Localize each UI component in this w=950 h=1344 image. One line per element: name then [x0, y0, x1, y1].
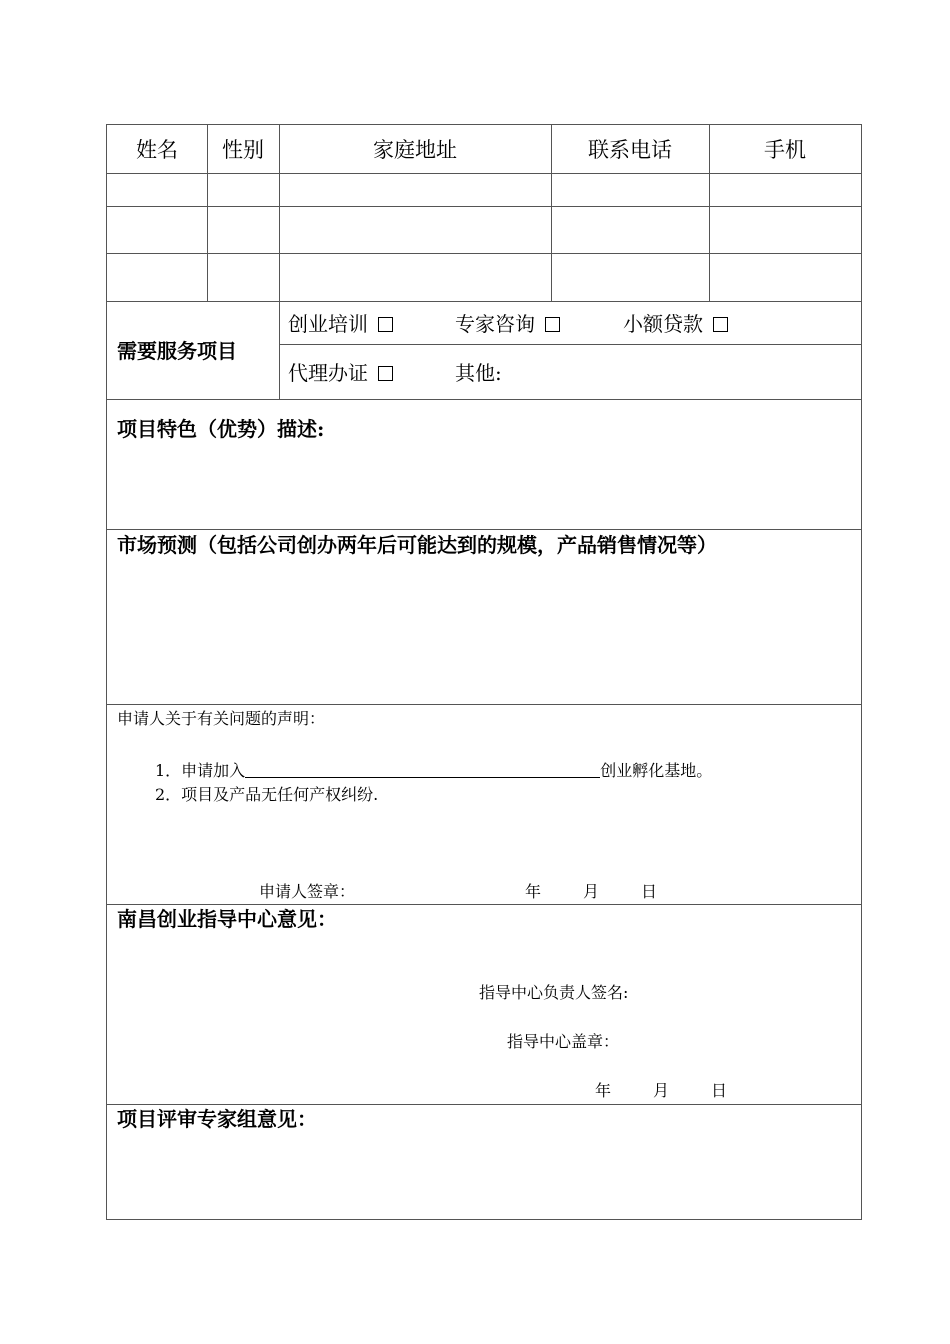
service-option-label: 创业培训 [288, 312, 368, 336]
row-divider [107, 1104, 861, 1105]
header-phone: 联系电话 [588, 138, 672, 162]
center-day: 日 [711, 1081, 728, 1100]
service-option-training[interactable] [288, 314, 393, 334]
application-form-table [106, 124, 862, 1220]
center-opinion-title: 南昌创业指导中心意见： [117, 907, 337, 931]
row-divider [107, 704, 861, 705]
row-divider [107, 301, 861, 302]
service-option-label: 代理办证 [288, 361, 368, 385]
header-name: 姓名 [136, 138, 178, 162]
row-divider [107, 206, 861, 207]
header-mobile: 手机 [764, 138, 806, 162]
service-option-other: 其他: [455, 361, 502, 385]
center-seal-label: 指导中心盖章： [507, 1032, 620, 1051]
service-option-label: 专家咨询 [455, 312, 535, 336]
declaration-month: 月 [583, 882, 600, 901]
row-divider [107, 904, 861, 905]
row-divider [107, 173, 861, 174]
declaration-title: 申请人关于有关问题的声明： [117, 709, 326, 728]
declaration-year: 年 [525, 882, 542, 901]
center-leader-signature-label: 指导中心负责人签名: [479, 983, 629, 1002]
declaration-item-2: 2．项目及产品无任何产权纠纷. [155, 785, 379, 804]
declaration-day: 日 [641, 882, 658, 901]
column-divider [279, 125, 280, 399]
service-option-loan[interactable] [623, 314, 728, 334]
project-features-label: 项目特色（优势）描述: [117, 417, 325, 441]
checkbox[interactable] [378, 366, 393, 381]
service-option-license[interactable] [288, 363, 393, 383]
row-divider [107, 529, 861, 530]
applicant-signature-label: 申请人签章： [259, 882, 356, 901]
service-option-consulting[interactable] [455, 314, 560, 334]
center-year: 年 [595, 1081, 612, 1100]
checkbox[interactable] [545, 317, 560, 332]
row-divider [107, 253, 861, 254]
declaration-item-1-prefix: 1．申请加入 [155, 761, 246, 780]
center-month: 月 [653, 1081, 670, 1100]
expert-opinion-title: 项目评审专家组意见： [117, 1107, 317, 1131]
row-divider [279, 344, 861, 345]
checkbox[interactable] [713, 317, 728, 332]
declaration-item-1-suffix: 创业孵化基地。 [600, 761, 713, 780]
base-name-blank[interactable] [245, 761, 600, 778]
row-divider [107, 399, 861, 400]
header-gender: 性别 [222, 138, 264, 162]
declaration-item-1 [155, 761, 712, 779]
checkbox[interactable] [378, 317, 393, 332]
header-address: 家庭地址 [373, 138, 457, 162]
market-forecast-label: 市场预测（包括公司创办两年后可能达到的规模，产品销售情况等） [117, 533, 717, 557]
service-option-label: 小额贷款 [623, 312, 703, 336]
services-label: 需要服务项目 [117, 339, 237, 363]
